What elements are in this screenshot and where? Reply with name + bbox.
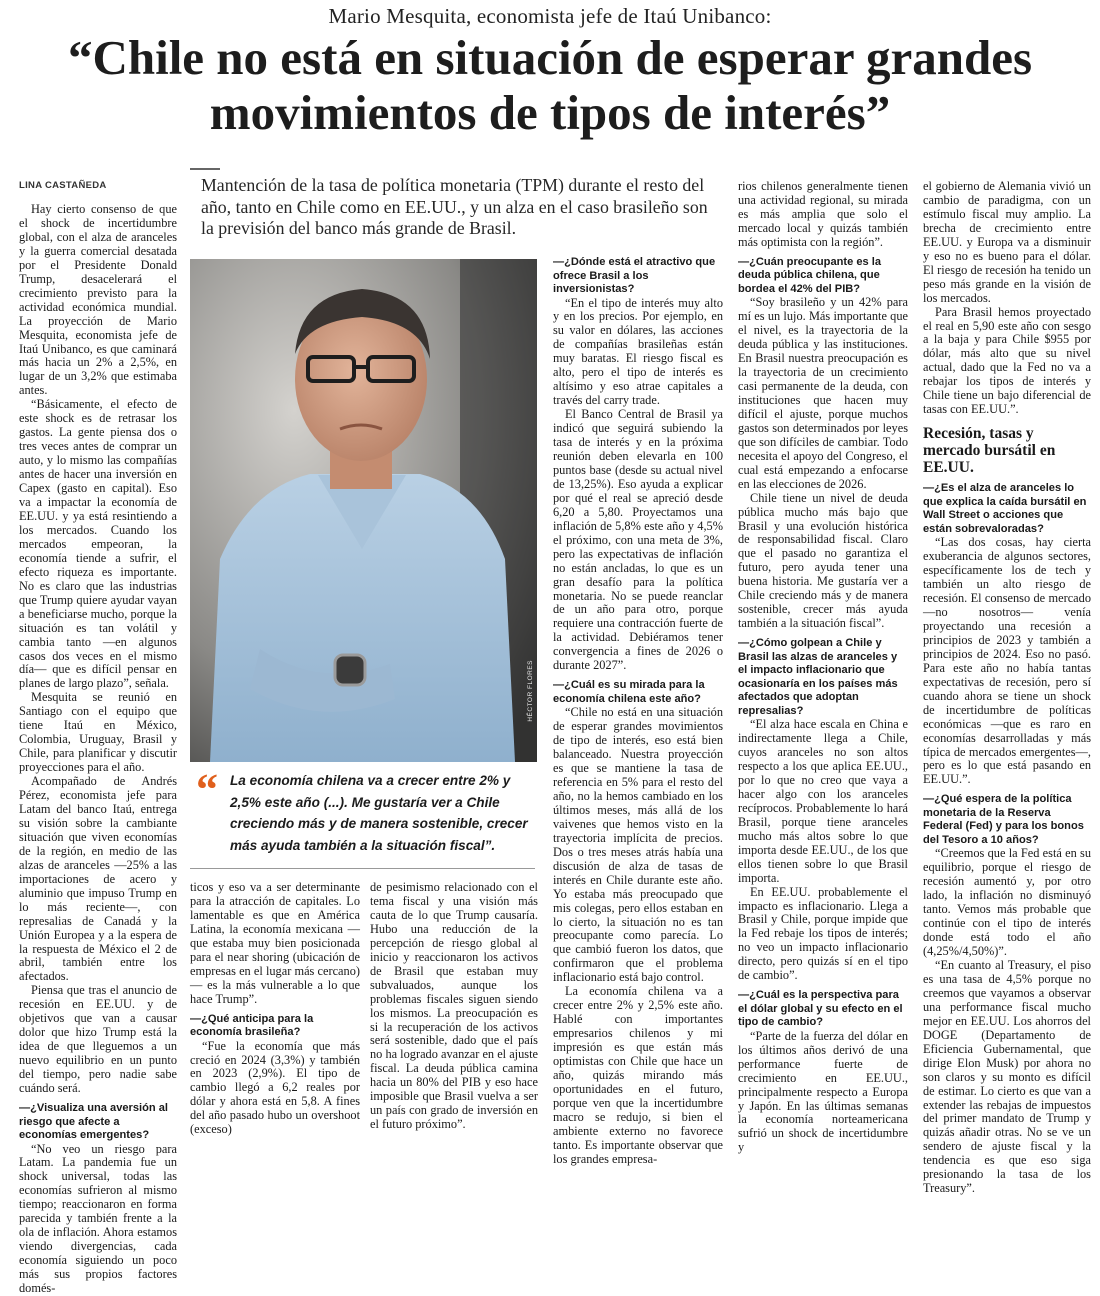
paragraph: Hay cierto consenso de que el shock de incertidumbre global, con el alza de aranceles y la guerra comercial desatada por el Presidente Donald Trump, desacelerará el crecimiento previsto para la actividad económica mundial. La proyección de Mario Mesquita, economista jefe de Itaú Unibanco, es que caminará más hacia un 2% a 2,5%, en lugar de un 3,2% que estimaba antes.: [19, 202, 177, 398]
portrait-photo: [190, 259, 537, 762]
interview-question: —¿Qué anticipa para la economía brasileña?: [190, 1012, 314, 1039]
pull-quote: [190, 765, 535, 869]
interview-question: —¿Cuál es la perspectiva para el dólar global y su efecto en el tipo de cambio?: [738, 989, 903, 1029]
paragraph: “Creemos que la Fed está en su equilibrio, porque el riesgo de recesión aumentó y, por otro lado, la inflación no disminuyó tanto. Vemos más probable que continúe con el tipo de interés donde está todo el año (4,25%/4,50%)”.: [923, 846, 1091, 959]
article-byline: LINA CASTAÑEDA: [19, 180, 107, 191]
paragraph: En EE.UU. probablemente el impacto es inflacionario. Llega a Brasil y Chile, porque impide que la Fed rebaje los tipos de interés; no veo un impacto inflacionario directo, pero quizás sí en el tipo de cambio”.: [738, 884, 908, 983]
paragraph: “Soy brasileño y un 42% para mí es un lujo. Más importante que el nivel, es la trayectoria de la deuda pública y las instituciones. En Brasil nuestra preocupación es la trayectoria de un crecimiento casi permanente de la deuda, con instituciones que hacen muy difícil el ajuste, porque muchos gastos son determinados por leyes que son difíciles de cambiar. Todo necesita el apoyo del Congreso, el cual está empezando a enfocarse en las elecciones de 2026.: [738, 295, 908, 491]
article-deck: Mantención de la tasa de política monetaria (TPM) durante el resto del año, tanto en Chile como en EE.UU., y un alza en el caso brasileño son la previsión del banco más grande de Brasil.: [201, 175, 708, 238]
paragraph: Mesquita se reunió en Santiago con el equipo que tiene Itaú en México, Colombia, Uruguay, Brasil y Chile, para planificar y discutir proyecciones para el año.: [19, 690, 177, 775]
paragraph: “Las dos cosas, hay cierta exuberancia de algunos sectores, específicamente los de tech y también un alto riesgo de recesión. El consenso de mercado —no nosotros— venía proyectando una recesión a principios de 2023 y también a principios de 2024. Eso no pasó. Para este año no había tantas expectativas de recesión, pero sí cuando ahora se tiene un shock de incertidumbre de políticas económicas —que es raro en economías desarrolladas y más típica de mercados emergentes—, pero es lo que está pasando en EE.UU.”.: [923, 535, 1091, 787]
interview-question: —¿Qué espera de la política monetaria de la Reserva Federal (Fed) y para los bonos del Tesoro a 10 años?: [923, 793, 1084, 846]
article-kicker: Mario Mesquita, economista jefe de Itaú Unibanco:: [328, 4, 772, 28]
paragraph: “Básicamente, el efecto de este shock es de retrasar los gastos. La gente piensa dos o tres veces antes de comprar un auto, y lo mismo las compañías antes de hacer una inversión en Capex (gasto en capital). Eso va a impactar la economía de EE.UU. y ya está resintiendo a los mercados. Cuando los mercados empeoran, la economía tiende a sufrir, el efecto riqueza es importante. No es claro que las industrias que Trump quiere ayudar vayan a beneficiarse mucho, porque la situación es tan volátil y cambia tanto —en algunos casos dos veces en el mismo día— que es difícil pensar en planes de largo plazo”, señala.: [19, 397, 177, 691]
article-headline: “Chile no está en situación de esperar grandes movimientos de tipos de interés”: [67, 30, 1033, 140]
text-column-2: [190, 881, 360, 1137]
paragraph: el gobierno de Alemania vivió un cambio de paradigma, con un estímulo fiscal muy amplio. La brecha de crecimiento entre EE.UU. y Europa va a disminuir y eso no es bueno para el dólar. El riesgo de recesión ha tenido un peso más grande en la visión de los mercados.: [923, 179, 1091, 305]
paragraph: rios chilenos generalmente tienen una actividad regional, su mirada es más amplia que solo el mercado local y quizás también más optimista con la región”.: [738, 179, 908, 249]
paragraph: Chile tiene un nivel de deuda pública mucho más bajo que Brasil y una evolución histórica de responsabilidad fiscal. Claro que el pasado no garantiza el futuro, pero ayuda tener una buena historia. Me gustaría ver a Chile creciendo más y de manera sostenible, crecer más ayuda también a la situación fiscal”.: [738, 490, 908, 631]
paragraph: “Parte de la fuerza del dólar en los últimos años derivó de una performance fuerte de crecimiento en EE.UU., principalmente respecto a Europa y Japón. En las últimas semanas la economía norteamericana sufrió un shock de incertidumbre y: [738, 1028, 908, 1155]
text-column-3: [553, 256, 723, 1167]
paragraph: “Chile no está en una situación de esperar grandes movimientos de tipo de interés, eso está bien balanceado. Nuestra proyección es que se mantiene la tasa de referencia en 5% para el resto del año, no la hemos cambiado en los últimos meses, más allá de los vaivenes que hemos visto en la trayectoria implícita de precios. Dos o tres meses atrás había una discusión de alza de tasas de interés en Chile durante este año. Yo estaba más preocupado que mis colegas, pero ellos estaban en lo cierto, la situación no es tan preocupante como parecía. Lo que cambió fueron los datos, que confirmaron que el problema inflacionario está bajo control.: [553, 705, 723, 985]
paragraph: “No veo un riesgo para Latam. La pandemia fue un shock universal, todas las economías sufrieron al mismo tiempo; reaccionaron en forma parecida y también frente a la ola de inflación. Ahora estamos viendo divergencias, cada economía siguiendo un poco más sus propios factores domés-: [19, 1141, 177, 1296]
text-column-4: [738, 180, 908, 1155]
interview-question: —¿Cuán preocupante es la deuda pública chilena, que bordea el 42% del PIB?: [738, 255, 882, 295]
photo-credit: HÉCTOR FLORES: [527, 660, 534, 722]
text-column-2b: [370, 881, 538, 1132]
quote-mark-icon: “: [196, 765, 218, 814]
paragraph: “En cuanto al Treasury, el piso es una tasa de 4,5% porque no creemos que vayamos a observar una performance fiscal mucho mejor en EE.UU. Los ahorros del DOGE (Departamento de Eficiencia Gubernamental, que dirige Elon Musk) por ahora no son claros y su monto es difícil de estimar. Lo cierto es que van a extender las rebajas de impuestos del primer mandato de Trump y quizás añadir otras. No se ve un sendero de ajuste fiscal y la tendencia es que eso siga presionando la tasa de los Treasury”.: [923, 957, 1091, 1196]
section-subhead: Recesión, tasas y mercado bursátil en EE.UU.: [923, 425, 1056, 477]
interview-question: —¿Dónde está el atractivo que ofrece Brasil a los inversionistas?: [553, 256, 716, 295]
pull-quote-text: La economía chilena va a crecer entre 2% y 2,5% este año (...). Me gustaría ver a Chile creciendo más y de manera sostenible, crecer más ayuda también a la situación fiscal”.: [230, 773, 528, 853]
paragraph: El Banco Central de Brasil ya indicó que seguirá subiendo la tasa de interés y en la próxima reunión deben elevarla en 100 puntos base (desde su actual nivel de 13,25%). Eso ayuda a explicar por qué el real se apreció desde 6,20 a 5,80. Proyectamos una inflación de 5,8% este año y 4,5% el próximo, con una meta de 3%, pero las expectativas de inflación no están ancladas, lo que es un gran desafío para la política monetaria. No se puede reanclar de un año para otro, porque requiere una contracción fuerte de la actividad. Debiéramos tener convergencia a fines de 2026 o durante 2027”.: [553, 407, 723, 673]
interview-question: —¿Visualiza una aversión al riesgo que afecte a economías emergentes?: [19, 1102, 169, 1141]
text-column-1: [19, 203, 177, 1296]
deck-rule: [190, 168, 220, 170]
paragraph: La economía chilena va a crecer entre 2% y 2,5% este año. Hablé con importantes empresarios chilenos y mi impresión es que están más optimistas con Chile que hace un año, quizás mirando más oportunidades en el futuro, porque ven que la incertidumbre macro se redujo, si bien el ambiente externo no favorece tanto. Es importante observar que los grandes empresa-: [553, 984, 723, 1166]
paragraph: “Fue la economía que más creció en 2024 (3,3%) y también en 2023 (2,9%). El tipo de cambio llegó a 6,2 reales por dólar y ahora está en 5,8. A fines del año pasado hubo un overshoot (exceso): [190, 1038, 360, 1137]
paragraph: Para Brasil hemos proyectado el real en 5,90 este año con sesgo a la baja y para Chile $955 por dólar, más alto que su nivel actual, dado que la Fed no va a rebajar los tipos de interés y Chile tiene un bajo diferencial de tasas con EE.UU.”.: [923, 304, 1091, 417]
interview-question: —¿Es el alza de aranceles lo que explica la caída bursátil en Wall Street o acciones que están sobrevaloradas?: [923, 482, 1087, 535]
text-column-5: [923, 180, 1091, 1196]
paragraph: Piensa que tras el anuncio de recesión en EE.UU. y de objetivos que van a causar dolor que hizo Trump está la idea de que lleguemos a un nuevo equilibrio en un punto del tiempo, pero nadie sabe cuándo será.: [19, 983, 177, 1096]
paragraph: “En el tipo de interés muy alto y en los precios. Por ejemplo, en su valor en dólares, las acciones de compañías brasileñas están muy baratas. El riesgo fiscal es alto, pero el tipo de interés es altísimo y eso atrae capitales a través del carry trade.: [553, 295, 723, 408]
interview-question: —¿Cómo golpean a Chile y Brasil las alzas de aranceles y el impacto inflacionario que ocasionaría en los países más afectados que adoptan represalias?: [738, 637, 898, 717]
paragraph: de pesimismo relacionado con el tema fiscal y una visión más cauta de lo que Trump causaría. Hubo una reducción de la percepción de riesgo global al inicio y reaccionaron los activos de Brasil que estaban muy subvaluados, aunque los problemas fiscales siguen siendo los mismos. La preocupación es si la recuperación de los activos será sostenible, dado que el país no ha logrado avanzar en el ajuste fiscal. La deuda pública camina hacia un 80% del PIB y eso hace imposible que Brasil vuelva a ser un país con grado de inversión en el futuro próximo”.: [370, 880, 538, 1132]
interview-question: —¿Cuál es su mirada para la economía chilena este año?: [553, 679, 705, 705]
paragraph: Acompañado de Andrés Pérez, economista jefe para Latam del banco Itaú, entrega su visión sobre la cambiante situación que viven economías de la región, en medio de las alzas de aranceles —25% a las importaciones de acero y aluminio que impuso Trump en lo más reciente—, con represalias de Canadá y la Unión Europea y a la espera de la respuesta de México el 2 de abril, también entre los afectados.: [19, 774, 177, 984]
paragraph: ticos y eso va a ser determinante para la atracción de capitales. Lo lamentable es que en América Latina, la economía mexicana —que estaba muy bien posicionada para el near shoring (ubicación de empresas en el lugar más cercano)— es la más vulnerable a lo que hace Trump”.: [190, 880, 360, 1006]
paragraph: “El alza hace escala en China e indirectamente llega a Chile, cuyos aranceles no son altos respecto a los que aplica EE.UU., por lo que no creo que vaya a hacer algo con los aranceles recíprocos. Probablemente lo hará Brasil, porque tiene aranceles mucho más altos sobre lo que importa desde EE.UU., de los que ellos tienen sobre lo que Brasil importa.: [738, 717, 908, 885]
portrait-illustration: [190, 259, 537, 762]
